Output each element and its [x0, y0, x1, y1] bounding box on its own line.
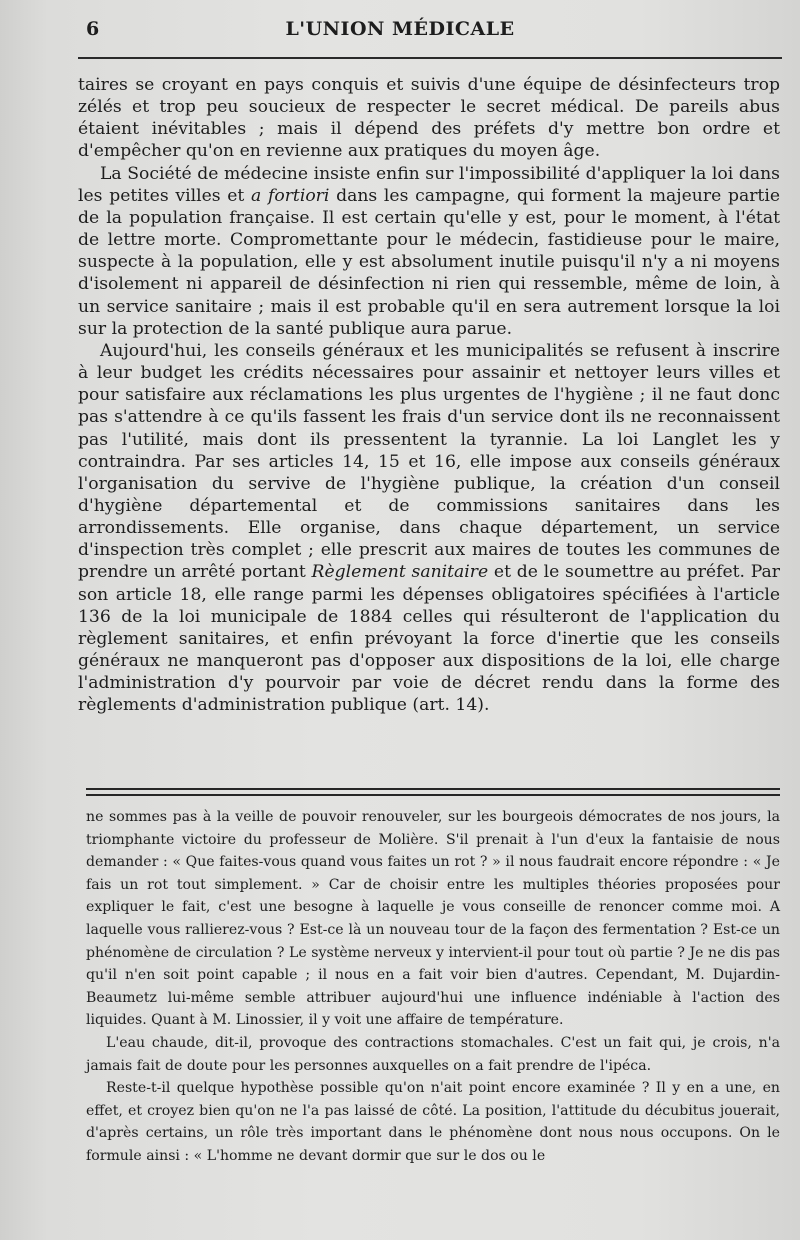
paragraph-aujourdhui: Aujourd'hui, les conseils généraux et les municipalités se refusent à inscrire à leur budget les crédits nécessaires pour assainir et nettoyer leurs villes et pour satisfaire aux réclamations les plus urgentes de l'hygiène ; il ne faut donc pas s'attendre à ce qu'ils fassent les frais d'un service dont ils ne reconnaissent pas l'utilité, mais dont ils pressentent la tyrannie. La loi Langlet les y contraindra. Par ses articles 14, 15 et 16, elle impose aux conseils généraux l'organisation du servive de l'hygiène publique, la création d'un conseil d'hygiène départemental et de commissions sanitaires dans les arrondissements. Elle organise, dans chaque département, un service d'inspection très complet ; elle prescrit aux maires de toutes les communes de prendre un arrêté portant Règlement sanitaire et de le soumettre au préfet. Par son article 18, elle range parmi les dépenses obligatoires spécifiées à l'article 136 de la loi municipale de 1884 celles qui résulteront de l'application du règlement sanitaires, et enfin prévoyant la force d'inertie que les conseils généraux ne manqueront pas d'opposer aux dispositions de la loi, elle charge l'administration d'y pourvoir par voie de décret rendu dans la forme des règlements d'administration publique (art. 14).: [78, 340, 780, 716]
main-text: [78, 74, 780, 717]
running-head: [0, 18, 800, 48]
journal-title: L'UNION MÉDICALE: [285, 18, 515, 40]
italic-reglement-sanitaire: Règlement sanitaire: [311, 562, 489, 583]
footnote-paragraph-3: Reste-t-il quelque hypothèse possible qu'on n'ait point encore examinée ? Il y en a une, en effet, et croyez bien qu'on ne l'a pas laissé de côté. La position, l'attitude du décubitus jouerait, d'après certains, un rôle très important dans le phénomène dont nous nous occupons. On le formule ainsi : « L'homme ne devant dormir que sur le dos ou le: [86, 1080, 780, 1164]
paragraph-societe: La Société de médecine insiste enfin sur l'impossibilité d'appliquer la loi dans les petites villes et a fortiori dans les campagne, qui forment la majeure partie de la population française. Il est certain qu'elle y est, pour le moment, à l'état de lettre morte. Compromettante pour le médecin, fastidieuse pour le maire, suspecte à la population, elle y est absolument inutile puisqu'il n'y a ni moyens d'isolement ni appareil de désinfection ni rien qui ressemble, même de loin, à un service sanitaire ; mais il est probable qu'il en sera autrement lorsque la loi sur la protection de la santé publique aura parue.: [78, 163, 780, 339]
paragraph-continued: taires se croyant en pays conquis et suivis d'une équipe de désinfecteurs trop zélés et trop peu soucieux de respecter le secret médical. De pareils abus étaient inévitables ; mais il dépend des préfets d'y mettre bon ordre et d'empêcher qu'on en revienne aux pratiques du moyen âge.: [78, 75, 780, 162]
footnote-paragraph-1: ne sommes pas à la veille de pouvoir renouveler, sur les bourgeois démocrates de nos jours, la triomphante victoire du professeur de Molière. S'il prenait à l'un d'eux la fantaisie de nous demander : « Que faites-vous quand vous faites un rot ? » il nous faudrait encore répondre : « Je fais un rot tout simplement. » Car de choisir entre les multiples théories proposées pour expliquer le fait, c'est une besogne à laquelle je vous conseille de renoncer comme moi. A laquelle vous rallierez-vous ? Est-ce là un nouveau tour de la façon des fermentation ? Est-ce un phénomène de circulation ? Le système nerveux y intervient-il pour tout où partie ? Je ne dis pas qu'il n'en soit point capable ; il nous en a fait voir bien d'autres. Cependant, M. Dujardin-Beaumetz lui-même semble attribuer aujourd'hui une influence indéniable à l'action des liquides. Quant à M. Linossier, il y voit une affaire de température.: [86, 809, 780, 1029]
italic-a-fortiori: a fortiori: [251, 185, 330, 206]
header-rule: [78, 57, 782, 59]
footnote-paragraph-2: L'eau chaude, dit-il, provoque des contractions stomachales. C'est un fait qui, je crois, n'a jamais fait de doute pour les personnes auxquelles on a fait prendre de l'ipéca.: [86, 1034, 780, 1074]
footnote-text: [86, 806, 780, 1168]
footnote-separator: [86, 788, 780, 796]
page-number: 6: [86, 18, 100, 40]
